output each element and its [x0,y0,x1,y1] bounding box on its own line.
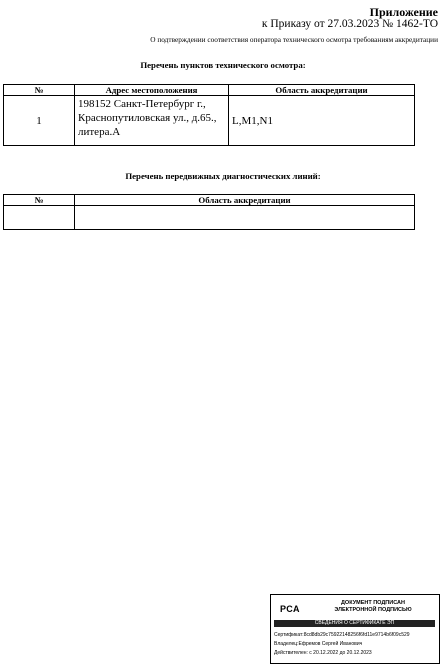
row-number [4,206,75,230]
mobile-lines-table [3,194,415,230]
section2-heading: Перечень передвижных диагностических линий: [125,171,321,181]
signature-caption-line2: ЭЛЕКТРОННОЙ ПОДПИСЬЮ [334,607,412,613]
certificate-validity: Действителен: с 20.12.2022 до 20.12.2023 [274,650,372,656]
column-header-scope: Область аккредитации [75,195,415,206]
table-row [4,96,415,146]
column-header-address: Адрес местоположения [75,85,229,96]
column-header-number: № [4,85,75,96]
row-scope: L,M1,N1 [229,96,415,146]
table-row [4,206,415,230]
row-number: 1 [4,96,75,146]
row-scope [75,206,415,230]
header-title: Приложение [369,5,438,19]
rsa-logo: РСА [280,604,301,614]
certificate-owner: Владелец:Ефремов Сергей Иванович [274,641,363,647]
column-header-scope: Область аккредитации [229,85,415,96]
table-header-row [4,85,415,96]
electronic-signature-stamp [270,594,440,664]
section1-heading: Перечень пунктов технического осмотра: [140,60,306,70]
certificate-number: Сертификат:8cd8db29c75922148256f6fd11e9714b6f09c529 [274,632,410,638]
header-subtitle: О подтверждении соответствия оператора технического осмотра требованиям аккредитации [150,35,438,44]
signature-caption-line1: ДОКУМЕНТ ПОДПИСАН [341,600,405,606]
inspection-points-table [3,84,415,146]
table-header-row [4,195,415,206]
header-order: к Приказу от 27.03.2023 № 1462-ТО [261,18,438,30]
column-header-number: № [4,195,75,206]
row-address: 198152 Санкт-Петербург г., Краснопутиловская ул., д.65., литера.А [75,96,229,146]
certificate-info-bar: СВЕДЕНИЯ О СЕРТИФИКАТЕ ЭП [274,620,435,627]
